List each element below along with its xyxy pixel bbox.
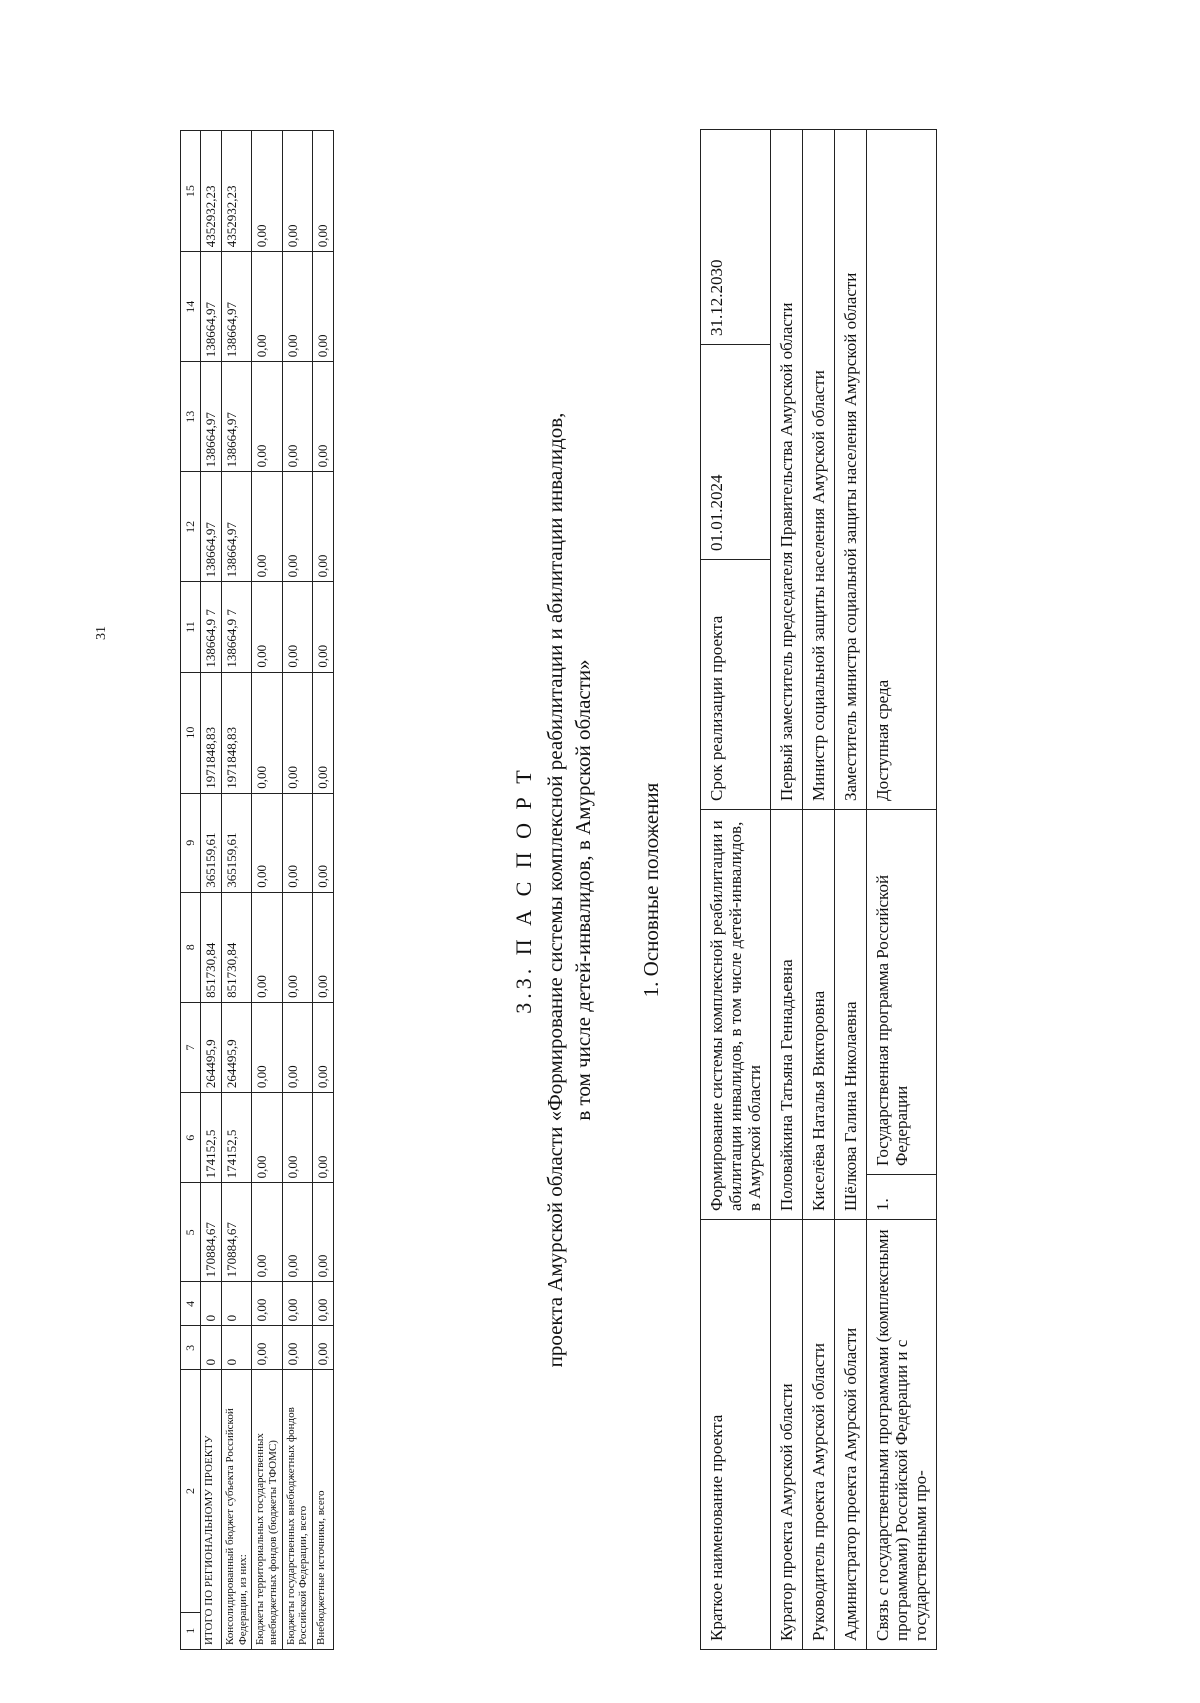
finance-cell: 0,00	[282, 1002, 312, 1092]
finance-cell: 170884,67	[222, 1183, 252, 1282]
term-label: Срок реализации проекта	[701, 560, 771, 810]
finance-row	[312, 131, 333, 1650]
finance-cell: 0,00	[312, 892, 333, 1002]
col-header: 10	[181, 672, 201, 793]
finance-cell: 138664,97	[201, 252, 222, 362]
finance-cell: 0	[222, 1282, 252, 1326]
finance-cell: 0,00	[252, 1093, 282, 1183]
finance-cell: 851730,84	[201, 892, 222, 1002]
col-header: 3	[181, 1326, 201, 1370]
finance-row	[201, 131, 222, 1650]
passport-row-head	[803, 130, 835, 1650]
finance-cell: 0,00	[312, 1183, 333, 1282]
term-end: 31.12.2030	[701, 130, 771, 345]
finance-cell: 0,00	[252, 1326, 282, 1370]
finance-cell: 0,00	[282, 672, 312, 793]
finance-cell: 174152,5	[201, 1093, 222, 1183]
finance-cell: 0,00	[312, 472, 333, 582]
finance-cell: 0,00	[252, 1183, 282, 1282]
passport-row-short-name	[701, 130, 771, 1650]
finance-cell: 851730,84	[222, 892, 252, 1002]
curator-label: Куратор проекта Амурской области	[771, 1220, 803, 1650]
finance-header-row	[181, 131, 201, 1650]
finance-row-name: Консолидированный бюджет субъекта Российской Федерации, из них:	[222, 1370, 252, 1650]
page-number: 31	[94, 626, 109, 640]
passport-row-admin	[835, 130, 867, 1650]
curator-position: Первый заместитель председателя Правительства Амурской области	[771, 130, 803, 810]
finance-table	[180, 130, 334, 1650]
link-number: 1.	[867, 1175, 937, 1220]
col-header: 14	[181, 252, 201, 362]
col-header: 6	[181, 1093, 201, 1183]
finance-cell: 0,00	[282, 1282, 312, 1326]
passport-subtitle-line-1: проекта Амурской области «Формирование системы комплексной реабилитации и абилитации инвалидов,	[543, 412, 567, 1368]
finance-cell: 0,00	[312, 1326, 333, 1370]
finance-cell: 0,00	[252, 793, 282, 892]
finance-row-name: Внебюджетные источники, всего	[312, 1370, 333, 1650]
finance-cell: 0,00	[252, 1282, 282, 1326]
finance-cell: 1971848,83	[201, 672, 222, 793]
finance-cell: 0,00	[282, 1093, 312, 1183]
col-header: 7	[181, 1002, 201, 1092]
finance-cell: 138664,97	[201, 472, 222, 582]
col-header: 2	[181, 1370, 201, 1612]
head-name: Киселёва Наталья Викторовна	[803, 810, 835, 1220]
finance-cell: 4352932,23	[201, 131, 222, 252]
finance-cell: 1971848,83	[222, 672, 252, 793]
finance-cell: 138664,97	[201, 362, 222, 472]
finance-cell: 0,00	[282, 582, 312, 672]
finance-row-name: Бюджеты территориальных государственных внебюджетных фондов (бюджеты ТФОМС)	[252, 1370, 282, 1650]
finance-row	[252, 131, 282, 1650]
finance-cell: 0,00	[312, 131, 333, 252]
finance-cell: 0,00	[312, 793, 333, 892]
passport-table	[700, 129, 937, 1650]
finance-cell: 0,00	[282, 1326, 312, 1370]
passport-title: 3.3. П А С П О Р Т	[511, 766, 536, 1014]
finance-cell: 0,00	[252, 362, 282, 472]
col-header: 8	[181, 892, 201, 1002]
finance-cell: 0,00	[312, 672, 333, 793]
finance-cell: 264495,9	[201, 1002, 222, 1092]
col-header: 13	[181, 362, 201, 472]
short-name-label: Краткое наименование проекта	[701, 1220, 771, 1650]
link-name: Доступная среда	[867, 130, 937, 810]
finance-cell: 0,00	[312, 252, 333, 362]
head-position: Министр социальной защиты населения Амурской области	[803, 130, 835, 810]
admin-position: Заместитель министра социальной защиты населения Амурской области	[835, 130, 867, 810]
finance-cell: 0,00	[252, 1002, 282, 1092]
finance-cell: 0	[201, 1282, 222, 1326]
passport-subtitle-line-2: в том числе детей-инвалидов, в Амурской области»	[571, 659, 595, 1121]
finance-cell: 138664,97	[222, 362, 252, 472]
section-heading: 1. Основные положения	[639, 782, 663, 998]
head-label: Руководитель проекта Амурской области	[803, 1220, 835, 1650]
passport-row-link	[867, 130, 937, 1650]
col-header: 5	[181, 1183, 201, 1282]
finance-cell: 0,00	[312, 362, 333, 472]
finance-cell: 0	[222, 1326, 252, 1370]
finance-cell: 138664,97	[222, 472, 252, 582]
finance-cell: 0,00	[282, 1183, 312, 1282]
finance-cell: 0,00	[282, 131, 312, 252]
finance-cell: 365159,61	[222, 793, 252, 892]
col-header: 15	[181, 131, 201, 252]
finance-row	[222, 131, 252, 1650]
finance-cell: 0,00	[252, 472, 282, 582]
col-header: 4	[181, 1282, 201, 1326]
finance-cell: 264495,9	[222, 1002, 252, 1092]
finance-row-name: ИТОГО ПО РЕГИОНАЛЬНОМУ ПРОЕКТУ	[201, 1370, 222, 1650]
short-name-value: Формирование системы комплексной реабилитации и абилитации инвалидов, в том числе детей-инвалидов, в Амурской области	[701, 810, 771, 1220]
finance-cell: 0,00	[252, 582, 282, 672]
col-header: 9	[181, 793, 201, 892]
finance-cell: 0,00	[282, 362, 312, 472]
link-label: Связь с государственными программами (комплексными программами) Российской Федерации и с государственными про-	[867, 1220, 937, 1650]
curator-name: Половайкина Татьяна Геннадьевна	[771, 810, 803, 1220]
col-header: 1	[181, 1612, 201, 1649]
finance-cell: 0	[201, 1326, 222, 1370]
finance-cell: 174152,5	[222, 1093, 252, 1183]
finance-cell: 0,00	[282, 793, 312, 892]
finance-cell: 0,00	[282, 892, 312, 1002]
admin-label: Администратор проекта Амурской области	[835, 1220, 867, 1650]
finance-row-name: Бюджеты государственных внебюджетных фондов Российской Федерации, всего	[282, 1370, 312, 1650]
finance-cell: 0,00	[282, 472, 312, 582]
finance-cell: 170884,67	[201, 1183, 222, 1282]
finance-table-body	[201, 131, 334, 1650]
passport-row-curator	[771, 130, 803, 1650]
finance-cell: 138664,9 7	[201, 582, 222, 672]
finance-row	[282, 131, 312, 1650]
admin-name: Шёлкова Галина Николаевна	[835, 810, 867, 1220]
finance-cell: 0,00	[252, 252, 282, 362]
finance-cell: 0,00	[312, 1282, 333, 1326]
finance-cell: 365159,61	[201, 793, 222, 892]
landscape-page	[170, 130, 1070, 1650]
col-header: 11	[181, 582, 201, 672]
finance-cell: 0,00	[252, 892, 282, 1002]
finance-cell: 0,00	[252, 672, 282, 793]
finance-cell: 0,00	[282, 252, 312, 362]
finance-cell: 0,00	[312, 582, 333, 672]
finance-cell: 4352932,23	[222, 131, 252, 252]
finance-cell: 138664,9 7	[222, 582, 252, 672]
link-program: Государственная программа Российской Федерации	[867, 810, 937, 1175]
term-start: 01.01.2024	[701, 345, 771, 560]
finance-cell: 138664,97	[222, 252, 252, 362]
finance-cell: 0,00	[252, 131, 282, 252]
finance-cell: 0,00	[312, 1093, 333, 1183]
finance-cell: 0,00	[312, 1002, 333, 1092]
col-header: 12	[181, 472, 201, 582]
